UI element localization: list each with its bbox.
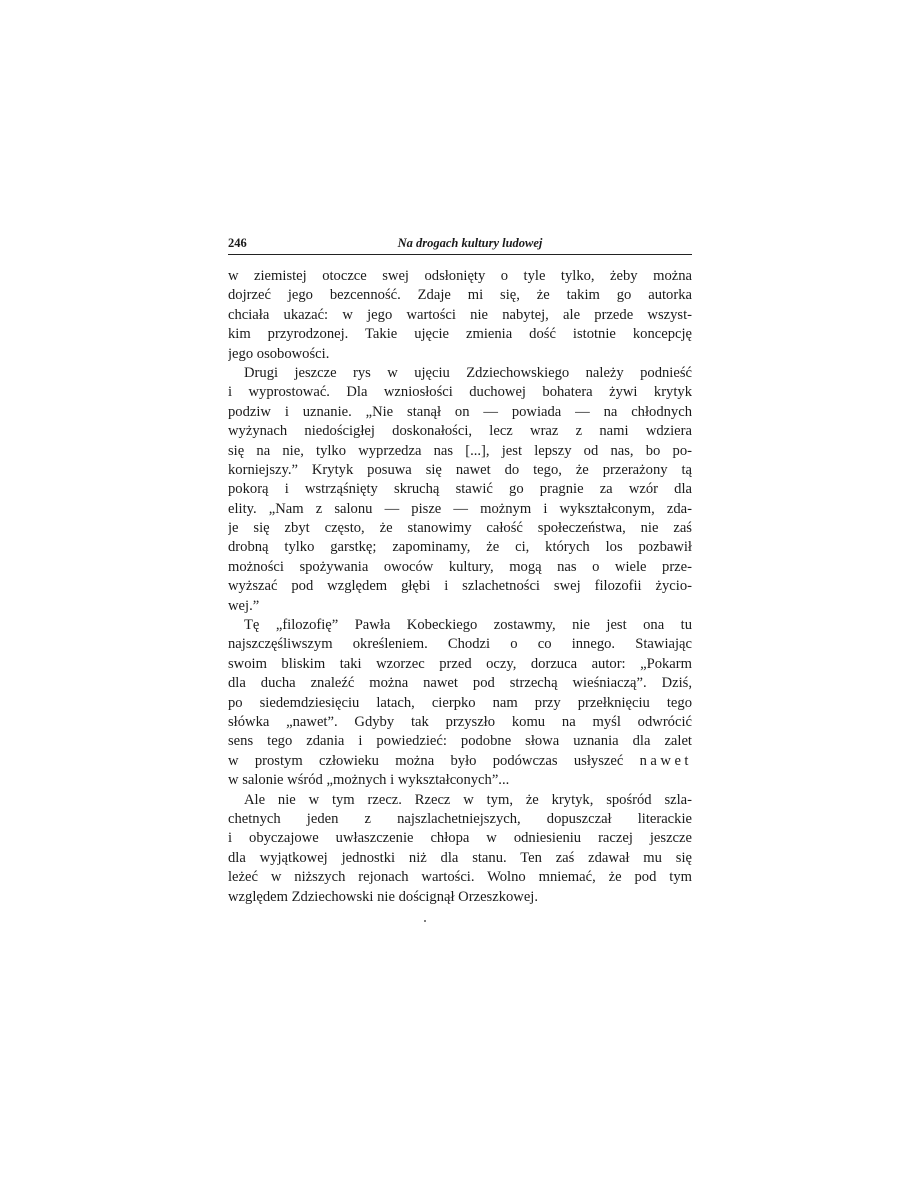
text-line-content: wej.” — [228, 597, 260, 614]
text-line-content: kim przyrodzonej. Takie ujęcie zmienia dość istotnie koncepcję — [228, 326, 692, 343]
book-page — [228, 234, 692, 907]
text-line-content: po siedemdziesięciu latach, cierpko nam przy przełknięciu tego — [228, 694, 692, 711]
text-line-content: dla ducha znaleźć można nawet pod strzechą wieśniaczą”. Dziś, — [228, 675, 692, 692]
text-line — [228, 868, 692, 887]
running-head — [228, 234, 692, 255]
text-line — [228, 791, 692, 810]
text-line — [228, 810, 692, 829]
text-line — [228, 267, 692, 286]
text-line — [228, 597, 692, 616]
text-line — [228, 461, 692, 480]
text-line-content: Drugi jeszcze rys w ujęciu Zdziechowskiego należy podnieść — [244, 364, 692, 381]
text-line — [228, 325, 692, 344]
text-line — [228, 403, 692, 422]
text-line — [228, 480, 692, 499]
text-line-content: swoim bliskim taki wzorzec przed oczy, dorzuca autor: „Pokarm — [228, 655, 692, 672]
text-line-content: w prostym człowieku można było podówczas usłyszeć — [228, 752, 624, 769]
text-line — [228, 558, 692, 577]
text-line-content: korniejszy.” Krytyk posuwa się nawet do tego, że przerażony tą — [228, 461, 692, 478]
text-line — [228, 345, 692, 364]
text-line-content: podziw i uznanie. „Nie stanął on — powiada — na chłodnych — [228, 403, 692, 420]
text-line — [228, 674, 692, 693]
text-line — [228, 500, 692, 519]
text-line-content: Tę „filozofię” Pawła Kobeckiego zostawmy, nie jest ona tu — [244, 617, 692, 634]
text-line — [228, 829, 692, 848]
text-line — [228, 713, 692, 732]
text-line — [228, 849, 692, 868]
spaced-emphasis: nawet — [639, 752, 692, 769]
text-line-content: możności spożywania owoców kultury, mogą nas o wiele prze- — [228, 558, 692, 575]
text-line-content: i wyprostować. Dla wzniosłości duchowej bohatera żywi krytyk — [228, 384, 692, 401]
text-line-content: je się zbyt często, że stanowimy całość społeczeństwa, nie zaś — [228, 520, 692, 537]
text-line-content: dla wyjątkowej jednostki niż dla stanu. Ten zaś zdawał mu się — [228, 849, 692, 866]
text-line — [228, 771, 692, 790]
text-line-content: wyżynach niedościgłej doskonałości, lecz wraz z nami wdziera — [228, 423, 692, 440]
text-line-content: elity. „Nam z salonu — pisze — możnym i wykształconym, zda- — [228, 500, 692, 517]
text-line-content: chciała ukazać: w jego wartości nie nabytej, ale przede wszyst- — [228, 306, 692, 323]
text-line — [228, 286, 692, 305]
text-line-content: słówka „nawet”. Gdyby tak przyszło komu na myśl odwrócić — [228, 713, 692, 730]
text-line-content: Ale nie w tym rzecz. Rzecz w tym, że krytyk, spośród szla- — [244, 791, 692, 808]
text-line-content: i obyczajowe uwłaszczenie chłopa w odniesieniu raczej jeszcze — [228, 830, 692, 847]
text-line-content: w ziemistej otoczce swej odsłonięty o tyle tylko, żeby można — [228, 268, 692, 284]
text-line — [228, 616, 692, 635]
text-line-content: dojrzeć jego bezcenność. Zdaje mi się, że takim go autorka — [228, 287, 692, 304]
text-line-content: względem Zdziechowski nie doścignął Orzeszkowej. — [228, 888, 539, 905]
text-line — [228, 538, 692, 557]
text-line-content: wyższać pod względem głębi i szlachetności swej filozofii życio- — [228, 578, 692, 595]
text-line-content: sens tego zdania i powiedzieć: podobne słowa uznania dla zalet — [228, 733, 692, 750]
text-line — [228, 442, 692, 461]
running-title: Na drogach kultury ludowej — [397, 236, 543, 250]
text-line — [228, 888, 692, 907]
text-line-content: w salonie wśród „możnych i wykształconych”... — [228, 772, 510, 789]
text-line-content: jego osobowości. — [228, 345, 330, 362]
text-line — [228, 383, 692, 402]
text-line-content: najszczęśliwszym określeniem. Chodzi o co innego. Stawiając — [228, 636, 692, 653]
body-text — [228, 267, 692, 907]
text-line-content: pokorą i wstrząśnięty skruchą stawić go pragnie za wzór dla — [228, 481, 692, 498]
text-line — [228, 306, 692, 325]
text-line — [228, 732, 692, 751]
text-line-content: leżeć w niższych rejonach wartości. Wolno mniemać, że pod tym — [228, 869, 692, 886]
print-speck — [424, 920, 426, 922]
text-line — [228, 364, 692, 383]
text-line — [228, 519, 692, 538]
text-line — [228, 422, 692, 441]
text-line — [228, 752, 692, 771]
text-line — [228, 577, 692, 596]
text-line-content: się na nie, tylko wyprzedza nas [...], jest lepszy od nas, bo po- — [228, 442, 692, 459]
text-line — [228, 655, 692, 674]
page-number: 246 — [228, 236, 247, 250]
text-line-content: chetnych jeden z najszlachetniejszych, dopuszczał literackie — [228, 810, 692, 827]
text-line-content: drobną tylko garstkę; zapominamy, że ci, których los pozbawił — [228, 539, 692, 556]
text-line — [228, 694, 692, 713]
text-line — [228, 635, 692, 654]
